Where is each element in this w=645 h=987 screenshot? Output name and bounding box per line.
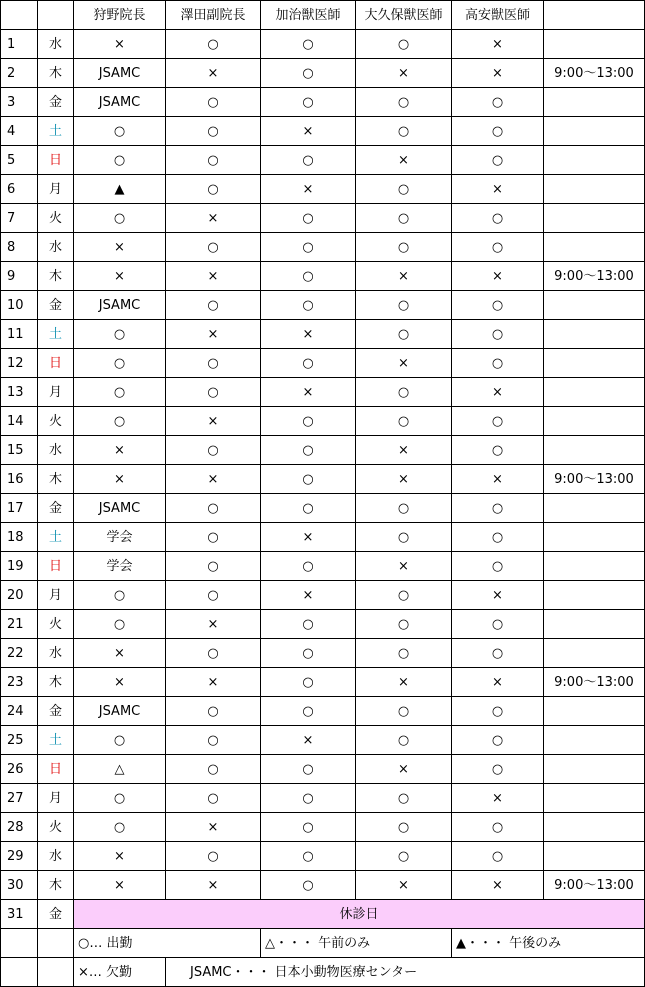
doctor-status-2: ○ <box>166 784 261 813</box>
doctor-status-4: ○ <box>356 581 452 610</box>
hours-note <box>544 320 645 349</box>
hours-note <box>544 88 645 117</box>
doctor-status-1: JSAMC <box>74 59 166 88</box>
schedule-row <box>1 465 645 494</box>
schedule-row <box>1 204 645 233</box>
day-number: 26 <box>1 755 38 784</box>
doctor-status-2: ○ <box>166 146 261 175</box>
doctor-status-3: × <box>261 175 356 204</box>
doctor-status-1: ○ <box>74 146 166 175</box>
doctor-status-5: ○ <box>452 552 544 581</box>
hours-note <box>544 842 645 871</box>
doctor-status-4: ○ <box>356 30 452 59</box>
legend-jsamc: JSAMC・・・ 日本小動物医療センター <box>166 958 645 987</box>
doctor-status-4: × <box>356 262 452 291</box>
doctor-status-4: ○ <box>356 610 452 639</box>
schedule-row <box>1 407 645 436</box>
day-number: 1 <box>1 30 38 59</box>
weekday: 木 <box>38 59 74 88</box>
doctor-status-3: ○ <box>261 552 356 581</box>
doctor-status-2: × <box>166 871 261 900</box>
doctor-status-1: × <box>74 871 166 900</box>
doctor-status-1: × <box>74 262 166 291</box>
day-number: 5 <box>1 146 38 175</box>
hours-note <box>544 407 645 436</box>
doctor-status-4: ○ <box>356 117 452 146</box>
doctor-status-1: 学会 <box>74 523 166 552</box>
day-number: 15 <box>1 436 38 465</box>
doctor-status-5: × <box>452 668 544 697</box>
doctor-status-2: ○ <box>166 233 261 262</box>
doctor-status-5: ○ <box>452 755 544 784</box>
closed-day-label: 休診日 <box>74 900 645 929</box>
weekday: 金 <box>38 697 74 726</box>
schedule-row <box>1 639 645 668</box>
weekday: 土 <box>38 523 74 552</box>
schedule-row <box>1 59 645 88</box>
schedule-row <box>1 88 645 117</box>
doctor-status-5: ○ <box>452 436 544 465</box>
legend-row-2 <box>1 958 645 987</box>
day-number: 11 <box>1 320 38 349</box>
doctor-status-3: ○ <box>261 465 356 494</box>
doctor-status-5: ○ <box>452 291 544 320</box>
doctor-status-2: ○ <box>166 378 261 407</box>
day-number: 13 <box>1 378 38 407</box>
doctor-status-5: ○ <box>452 117 544 146</box>
hours-note <box>544 30 645 59</box>
doctor-status-2: ○ <box>166 117 261 146</box>
doctor-status-1: × <box>74 436 166 465</box>
doctor-status-4: × <box>356 436 452 465</box>
schedule-row <box>1 871 645 900</box>
header-doctor-4: 大久保獣医師 <box>356 1 452 30</box>
day-number: 20 <box>1 581 38 610</box>
doctor-status-4: × <box>356 552 452 581</box>
schedule-row <box>1 320 645 349</box>
doctor-status-2: × <box>166 407 261 436</box>
legend-empty-cell <box>1 929 38 958</box>
doctor-status-4: × <box>356 871 452 900</box>
weekday: 月 <box>38 581 74 610</box>
weekday: 日 <box>38 146 74 175</box>
doctor-status-1: JSAMC <box>74 88 166 117</box>
day-number: 21 <box>1 610 38 639</box>
doctor-status-2: ○ <box>166 639 261 668</box>
doctor-status-5: × <box>452 465 544 494</box>
doctor-status-5: ○ <box>452 88 544 117</box>
doctor-status-4: ○ <box>356 204 452 233</box>
weekday: 金 <box>38 494 74 523</box>
weekday: 木 <box>38 465 74 494</box>
header-doctor-3: 加治獣医師 <box>261 1 356 30</box>
legend-pm-only: ▲・・・ 午後のみ <box>452 929 645 958</box>
weekday: 日 <box>38 755 74 784</box>
doctor-status-5: × <box>452 871 544 900</box>
weekday: 水 <box>38 30 74 59</box>
schedule-row <box>1 697 645 726</box>
doctor-status-2: ○ <box>166 494 261 523</box>
day-number: 31 <box>1 900 38 929</box>
doctor-status-1: ○ <box>74 320 166 349</box>
doctor-status-5: × <box>452 581 544 610</box>
schedule-row <box>1 813 645 842</box>
doctor-status-2: ○ <box>166 88 261 117</box>
doctor-status-4: ○ <box>356 320 452 349</box>
hours-note: 9:00〜13:00 <box>544 668 645 697</box>
weekday: 木 <box>38 668 74 697</box>
doctor-status-4: × <box>356 146 452 175</box>
doctor-status-5: ○ <box>452 349 544 378</box>
header-day <box>1 1 38 30</box>
doctor-status-2: × <box>166 813 261 842</box>
schedule-row <box>1 726 645 755</box>
doctor-status-1: ○ <box>74 726 166 755</box>
doctor-status-3: × <box>261 726 356 755</box>
doctor-status-5: ○ <box>452 639 544 668</box>
schedule-row <box>1 30 645 59</box>
legend-row-1 <box>1 929 645 958</box>
header-doctor-2: 澤田副院長 <box>166 1 261 30</box>
doctor-status-4: ○ <box>356 88 452 117</box>
weekday: 火 <box>38 407 74 436</box>
day-number: 16 <box>1 465 38 494</box>
doctor-status-5: ○ <box>452 697 544 726</box>
doctor-status-5: × <box>452 175 544 204</box>
weekday: 土 <box>38 726 74 755</box>
day-number: 14 <box>1 407 38 436</box>
doctor-status-3: ○ <box>261 639 356 668</box>
weekday: 火 <box>38 204 74 233</box>
schedule-body <box>1 30 645 900</box>
hours-note <box>544 610 645 639</box>
doctor-status-5: ○ <box>452 726 544 755</box>
weekday: 水 <box>38 639 74 668</box>
doctor-status-4: ○ <box>356 378 452 407</box>
hours-note <box>544 726 645 755</box>
weekday: 火 <box>38 813 74 842</box>
doctor-status-5: × <box>452 262 544 291</box>
doctor-status-3: ○ <box>261 494 356 523</box>
hours-note <box>544 813 645 842</box>
hours-note <box>544 117 645 146</box>
doctor-status-1: × <box>74 842 166 871</box>
doctor-status-3: ○ <box>261 349 356 378</box>
doctor-status-4: × <box>356 755 452 784</box>
hours-note <box>544 639 645 668</box>
day-number: 23 <box>1 668 38 697</box>
doctor-status-4: ○ <box>356 494 452 523</box>
doctor-status-4: ○ <box>356 523 452 552</box>
doctor-status-4: ○ <box>356 842 452 871</box>
doctor-status-2: ○ <box>166 30 261 59</box>
doctor-status-1: ○ <box>74 349 166 378</box>
doctor-status-1: 学会 <box>74 552 166 581</box>
doctor-status-1: JSAMC <box>74 697 166 726</box>
day-number: 22 <box>1 639 38 668</box>
doctor-status-1: × <box>74 233 166 262</box>
closed-row <box>1 900 645 929</box>
weekday: 水 <box>38 436 74 465</box>
doctor-status-1: △ <box>74 755 166 784</box>
weekday: 月 <box>38 784 74 813</box>
hours-note: 9:00〜13:00 <box>544 262 645 291</box>
schedule-row <box>1 262 645 291</box>
doctor-status-3: × <box>261 523 356 552</box>
day-number: 8 <box>1 233 38 262</box>
doctor-status-3: ○ <box>261 88 356 117</box>
doctor-status-5: × <box>452 378 544 407</box>
doctor-status-2: ○ <box>166 697 261 726</box>
day-number: 18 <box>1 523 38 552</box>
hours-note <box>544 755 645 784</box>
hours-note <box>544 436 645 465</box>
day-number: 4 <box>1 117 38 146</box>
doctor-status-2: × <box>166 668 261 697</box>
doctor-status-3: ○ <box>261 30 356 59</box>
doctor-status-1: × <box>74 639 166 668</box>
legend-present: ○… 出勤 <box>74 929 261 958</box>
day-number: 28 <box>1 813 38 842</box>
doctor-status-1: ○ <box>74 204 166 233</box>
doctor-status-4: × <box>356 668 452 697</box>
doctor-status-3: × <box>261 117 356 146</box>
doctor-status-3: ○ <box>261 262 356 291</box>
hours-note <box>544 378 645 407</box>
weekday: 日 <box>38 349 74 378</box>
doctor-status-5: ○ <box>452 813 544 842</box>
doctor-status-2: ○ <box>166 291 261 320</box>
hours-note: 9:00〜13:00 <box>544 871 645 900</box>
doctor-status-4: × <box>356 349 452 378</box>
legend-am-only: △・・・ 午前のみ <box>261 929 452 958</box>
doctor-status-4: ○ <box>356 639 452 668</box>
doctor-status-3: × <box>261 581 356 610</box>
doctor-status-5: ○ <box>452 233 544 262</box>
schedule-row <box>1 552 645 581</box>
weekday: 月 <box>38 378 74 407</box>
doctor-status-1: ○ <box>74 581 166 610</box>
doctor-status-3: ○ <box>261 233 356 262</box>
doctor-status-3: ○ <box>261 842 356 871</box>
schedule-row <box>1 755 645 784</box>
legend-absent: ×… 欠勤 <box>74 958 166 987</box>
hours-note <box>544 204 645 233</box>
doctor-status-4: ○ <box>356 697 452 726</box>
doctor-status-1: ○ <box>74 407 166 436</box>
day-number: 27 <box>1 784 38 813</box>
weekday: 木 <box>38 262 74 291</box>
doctor-status-1: ○ <box>74 117 166 146</box>
day-number: 9 <box>1 262 38 291</box>
doctor-status-2: × <box>166 610 261 639</box>
weekday: 火 <box>38 610 74 639</box>
doctor-status-2: ○ <box>166 175 261 204</box>
hours-note <box>544 233 645 262</box>
day-number: 25 <box>1 726 38 755</box>
header-doctor-5: 高安獣医師 <box>452 1 544 30</box>
doctor-status-5: ○ <box>452 523 544 552</box>
header-weekday <box>38 1 74 30</box>
doctor-status-1: ▲ <box>74 175 166 204</box>
schedule-row <box>1 494 645 523</box>
header-row <box>1 1 645 30</box>
day-number: 29 <box>1 842 38 871</box>
schedule-row <box>1 436 645 465</box>
doctor-status-2: ○ <box>166 581 261 610</box>
legend-empty-cell <box>38 958 74 987</box>
legend-empty-cell <box>1 958 38 987</box>
doctor-status-5: ○ <box>452 842 544 871</box>
weekday: 金 <box>38 291 74 320</box>
doctor-status-2: ○ <box>166 436 261 465</box>
doctor-status-5: × <box>452 30 544 59</box>
weekday: 日 <box>38 552 74 581</box>
doctor-status-1: JSAMC <box>74 494 166 523</box>
doctor-status-3: ○ <box>261 755 356 784</box>
day-number: 24 <box>1 697 38 726</box>
hours-note <box>544 697 645 726</box>
weekday: 月 <box>38 175 74 204</box>
weekday: 金 <box>38 88 74 117</box>
doctor-status-3: ○ <box>261 610 356 639</box>
doctor-status-3: ○ <box>261 784 356 813</box>
schedule-row <box>1 610 645 639</box>
doctor-status-3: ○ <box>261 668 356 697</box>
doctor-status-5: × <box>452 59 544 88</box>
doctor-status-5: ○ <box>452 610 544 639</box>
doctor-status-2: ○ <box>166 349 261 378</box>
doctor-status-3: ○ <box>261 146 356 175</box>
weekday: 金 <box>38 900 74 929</box>
hours-note <box>544 291 645 320</box>
hours-note <box>544 146 645 175</box>
schedule-row <box>1 784 645 813</box>
hours-note <box>544 494 645 523</box>
doctor-status-2: ○ <box>166 523 261 552</box>
doctor-status-4: × <box>356 465 452 494</box>
hours-note <box>544 523 645 552</box>
doctor-status-1: × <box>74 30 166 59</box>
schedule-row <box>1 291 645 320</box>
doctor-status-5: ○ <box>452 146 544 175</box>
hours-note: 9:00〜13:00 <box>544 59 645 88</box>
doctor-status-4: ○ <box>356 784 452 813</box>
doctor-status-3: ○ <box>261 436 356 465</box>
schedule-row <box>1 378 645 407</box>
hours-note <box>544 784 645 813</box>
doctor-status-2: × <box>166 59 261 88</box>
doctor-status-4: ○ <box>356 291 452 320</box>
doctor-status-1: × <box>74 668 166 697</box>
schedule-row <box>1 175 645 204</box>
weekday: 土 <box>38 117 74 146</box>
weekday: 土 <box>38 320 74 349</box>
doctor-status-4: ○ <box>356 407 452 436</box>
doctor-status-3: ○ <box>261 813 356 842</box>
schedule-row <box>1 146 645 175</box>
weekday: 水 <box>38 842 74 871</box>
doctor-status-1: ○ <box>74 378 166 407</box>
doctor-status-3: ○ <box>261 871 356 900</box>
day-number: 17 <box>1 494 38 523</box>
schedule-row <box>1 842 645 871</box>
doctor-status-2: ○ <box>166 755 261 784</box>
legend-empty-cell <box>38 929 74 958</box>
day-number: 2 <box>1 59 38 88</box>
doctor-status-2: × <box>166 465 261 494</box>
doctor-status-1: ○ <box>74 610 166 639</box>
doctor-status-3: ○ <box>261 291 356 320</box>
doctor-status-2: × <box>166 320 261 349</box>
doctor-status-4: ○ <box>356 175 452 204</box>
doctor-status-1: × <box>74 465 166 494</box>
doctor-status-3: ○ <box>261 59 356 88</box>
schedule-row <box>1 349 645 378</box>
schedule-row <box>1 523 645 552</box>
schedule-row <box>1 117 645 146</box>
hours-note <box>544 581 645 610</box>
hours-note <box>544 175 645 204</box>
weekday: 木 <box>38 871 74 900</box>
doctor-status-3: ○ <box>261 697 356 726</box>
doctor-status-4: × <box>356 59 452 88</box>
day-number: 3 <box>1 88 38 117</box>
doctor-status-2: × <box>166 204 261 233</box>
doctor-status-2: × <box>166 262 261 291</box>
weekday: 水 <box>38 233 74 262</box>
doctor-status-2: ○ <box>166 842 261 871</box>
doctor-status-5: ○ <box>452 204 544 233</box>
doctor-status-5: × <box>452 784 544 813</box>
day-number: 30 <box>1 871 38 900</box>
header-note <box>544 1 645 30</box>
doctor-status-5: ○ <box>452 494 544 523</box>
doctor-status-3: × <box>261 378 356 407</box>
doctor-status-4: ○ <box>356 233 452 262</box>
doctor-status-3: ○ <box>261 204 356 233</box>
day-number: 12 <box>1 349 38 378</box>
hours-note <box>544 552 645 581</box>
doctor-status-3: × <box>261 320 356 349</box>
doctor-status-1: ○ <box>74 813 166 842</box>
doctor-status-3: ○ <box>261 407 356 436</box>
schedule-row <box>1 233 645 262</box>
hours-note: 9:00〜13:00 <box>544 465 645 494</box>
day-number: 7 <box>1 204 38 233</box>
day-number: 6 <box>1 175 38 204</box>
header-doctor-1: 狩野院長 <box>74 1 166 30</box>
doctor-status-1: ○ <box>74 784 166 813</box>
doctor-status-5: ○ <box>452 407 544 436</box>
day-number: 10 <box>1 291 38 320</box>
hours-note <box>544 349 645 378</box>
doctor-status-4: ○ <box>356 726 452 755</box>
doctor-status-2: ○ <box>166 726 261 755</box>
schedule-row <box>1 581 645 610</box>
doctor-status-1: JSAMC <box>74 291 166 320</box>
doctor-status-4: ○ <box>356 813 452 842</box>
doctor-status-5: ○ <box>452 320 544 349</box>
day-number: 19 <box>1 552 38 581</box>
schedule-row <box>1 668 645 697</box>
doctor-status-2: ○ <box>166 552 261 581</box>
